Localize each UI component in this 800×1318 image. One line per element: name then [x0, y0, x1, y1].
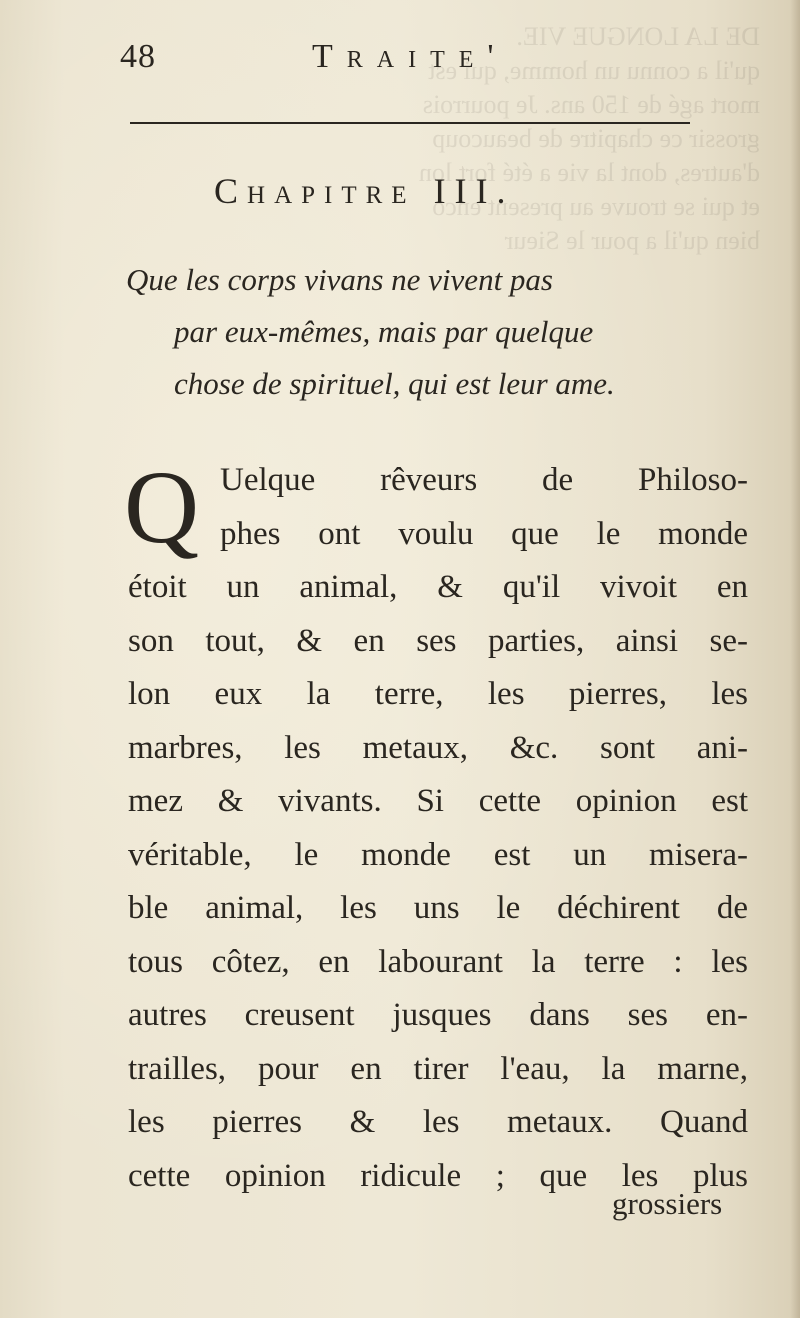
text-line: ble animal, les uns le déchirent de	[128, 890, 748, 926]
text-line: marbres, les metaux, &c. sont ani-	[128, 729, 748, 766]
chapter-title-line: chose de spirituel, qui est leur ame.	[174, 366, 615, 401]
text-line: cette opinion ridicule ; que les plus	[128, 1157, 748, 1194]
chapter-title-line: Que les corps vivans ne vivent pas	[126, 262, 553, 297]
text-line: Uelque rêveurs de Philoso-	[220, 462, 748, 498]
running-head: Traite'	[312, 38, 508, 75]
chapter-title-line: par eux-mêmes, mais par quelque	[174, 314, 594, 349]
page-edge	[790, 0, 800, 1318]
page-header	[120, 38, 700, 88]
body-paragraph	[124, 450, 748, 1203]
text-line: autres creusent jusques dans ses en-	[128, 997, 748, 1033]
bleed-through-text: DE LA LONGUE VIE. qu'il a connu un homme, qui est mort agé de 150 ans. Je pourrois grossir ce chapitre de beaucoup d'autres, dont la vie a été fort lon et qui se trouve au present enco bien qu'il a pour le Sieur	[418, 22, 760, 255]
text-line: phes ont voulu que le monde	[220, 515, 748, 552]
text-line: tous côtez, en labourant la terre : les	[128, 943, 748, 980]
text-line: étoit un animal, & qu'il vivoit en	[128, 569, 748, 605]
text-line: mez & vivants. Si cette opinion est	[128, 783, 748, 819]
text-line: les pierres & les metaux. Quand	[128, 1104, 748, 1140]
text-line: son tout, & en ses parties, ainsi se-	[128, 622, 748, 659]
catchword: grossiers	[612, 1186, 723, 1221]
text-line: trailles, pour en tirer l'eau, la marne,	[128, 1050, 748, 1087]
text-line: lon eux la terre, les pierres, les	[128, 676, 748, 712]
page-number: 48	[120, 38, 156, 75]
text-line: véritable, le monde est un misera-	[128, 836, 748, 873]
header-rule	[130, 122, 690, 124]
chapter-heading: Chapitre III.	[214, 171, 515, 211]
chapter-title	[126, 254, 746, 410]
drop-cap: Q	[124, 450, 200, 565]
